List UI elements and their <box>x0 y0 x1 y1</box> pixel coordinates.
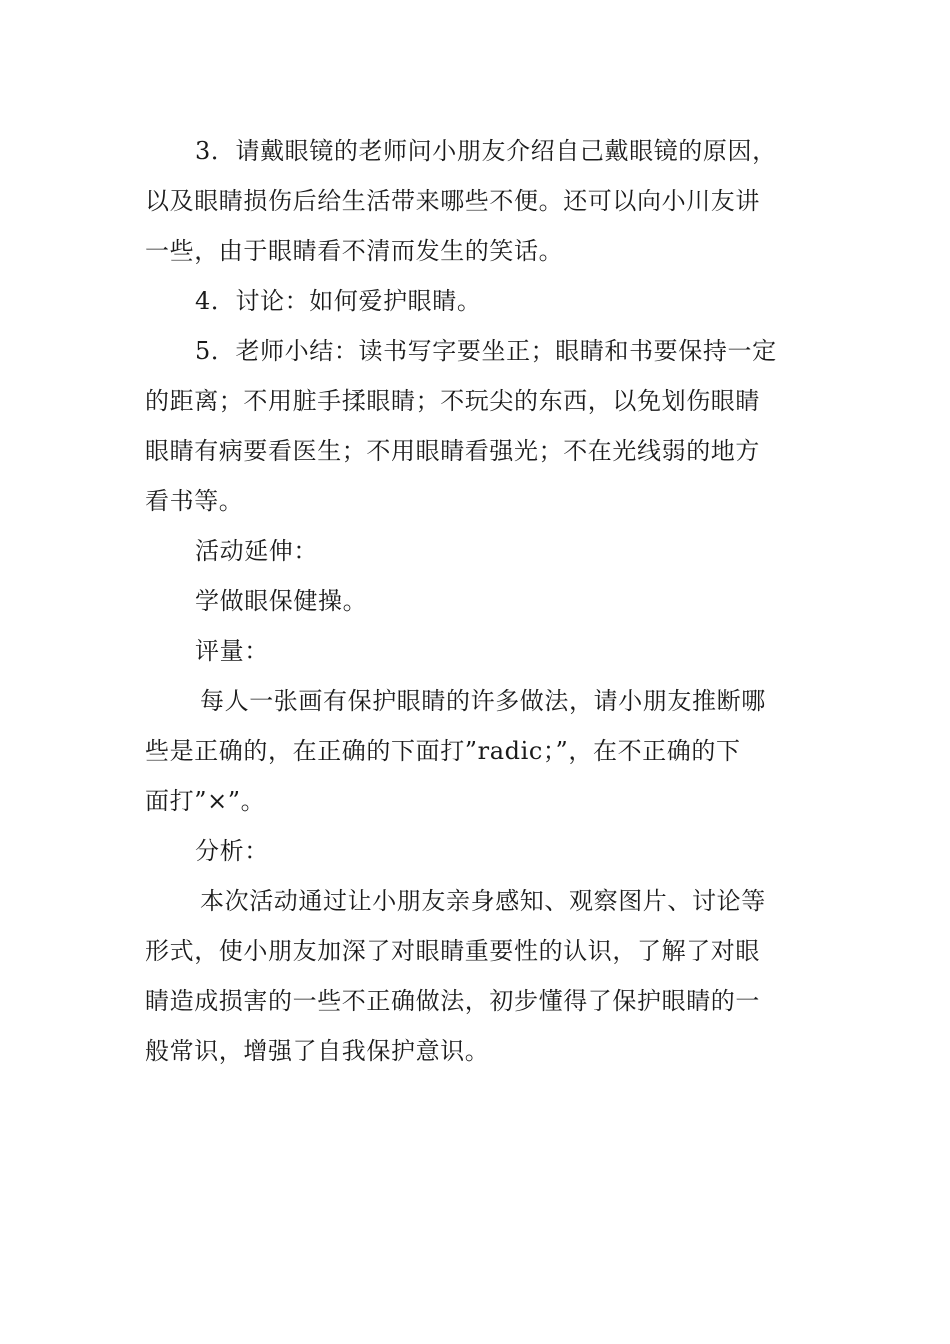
assessment-line-2: 些是正确的，在正确的下面打”radic；”，在不正确的下 <box>145 737 741 765</box>
heading-analysis: 分析： <box>195 837 269 865</box>
paragraph-4: 4．讨论：如何爱护眼睛。 <box>195 287 482 315</box>
heading-activity-extension: 活动延伸： <box>195 537 318 565</box>
analysis-line-2: 形式，使小朋友加深了对眼睛重要性的认识，了解了对眼 <box>145 937 760 965</box>
paragraph-3-line-2: 以及眼睛损伤后给生活带来哪些不便。还可以向小川友讲 <box>145 187 760 215</box>
assessment-line-1: 每人一张画有保护眼睛的许多做法，请小朋友推断哪 <box>200 687 766 715</box>
paragraph-3-line-1: 3．请戴眼镜的老师问小朋友介绍自己戴眼镜的原因， <box>195 137 777 165</box>
paragraph-5-line-4: 看书等。 <box>145 487 244 515</box>
paragraph-5-line-3: 眼睛有病要看医生；不用眼睛看强光；不在光线弱的地方 <box>145 437 760 465</box>
analysis-line-3: 睛造成损害的一些不正确做法，初步懂得了保护眼睛的一 <box>145 987 760 1015</box>
assessment-line-3: 面打”×”。 <box>145 787 266 815</box>
heading-assessment: 评量： <box>195 637 269 665</box>
analysis-line-4: 般常识，增强了自我保护意识。 <box>145 1037 490 1065</box>
paragraph-5-line-1: 5．老师小结：读书写字要坐正；眼睛和书要保持一定 <box>195 337 777 365</box>
paragraph-3-line-3: 一些，由于眼睛看不清而发生的笑话。 <box>145 237 564 265</box>
analysis-line-1: 本次活动通过让小朋友亲身感知、观察图片、讨论等 <box>200 887 766 915</box>
document-body <box>145 126 807 1076</box>
activity-extension-text: 学做眼保健操。 <box>195 587 368 615</box>
paragraph-5-line-2: 的距离；不用脏手揉眼睛；不玩尖的东西，以免划伤眼睛 <box>145 387 760 415</box>
